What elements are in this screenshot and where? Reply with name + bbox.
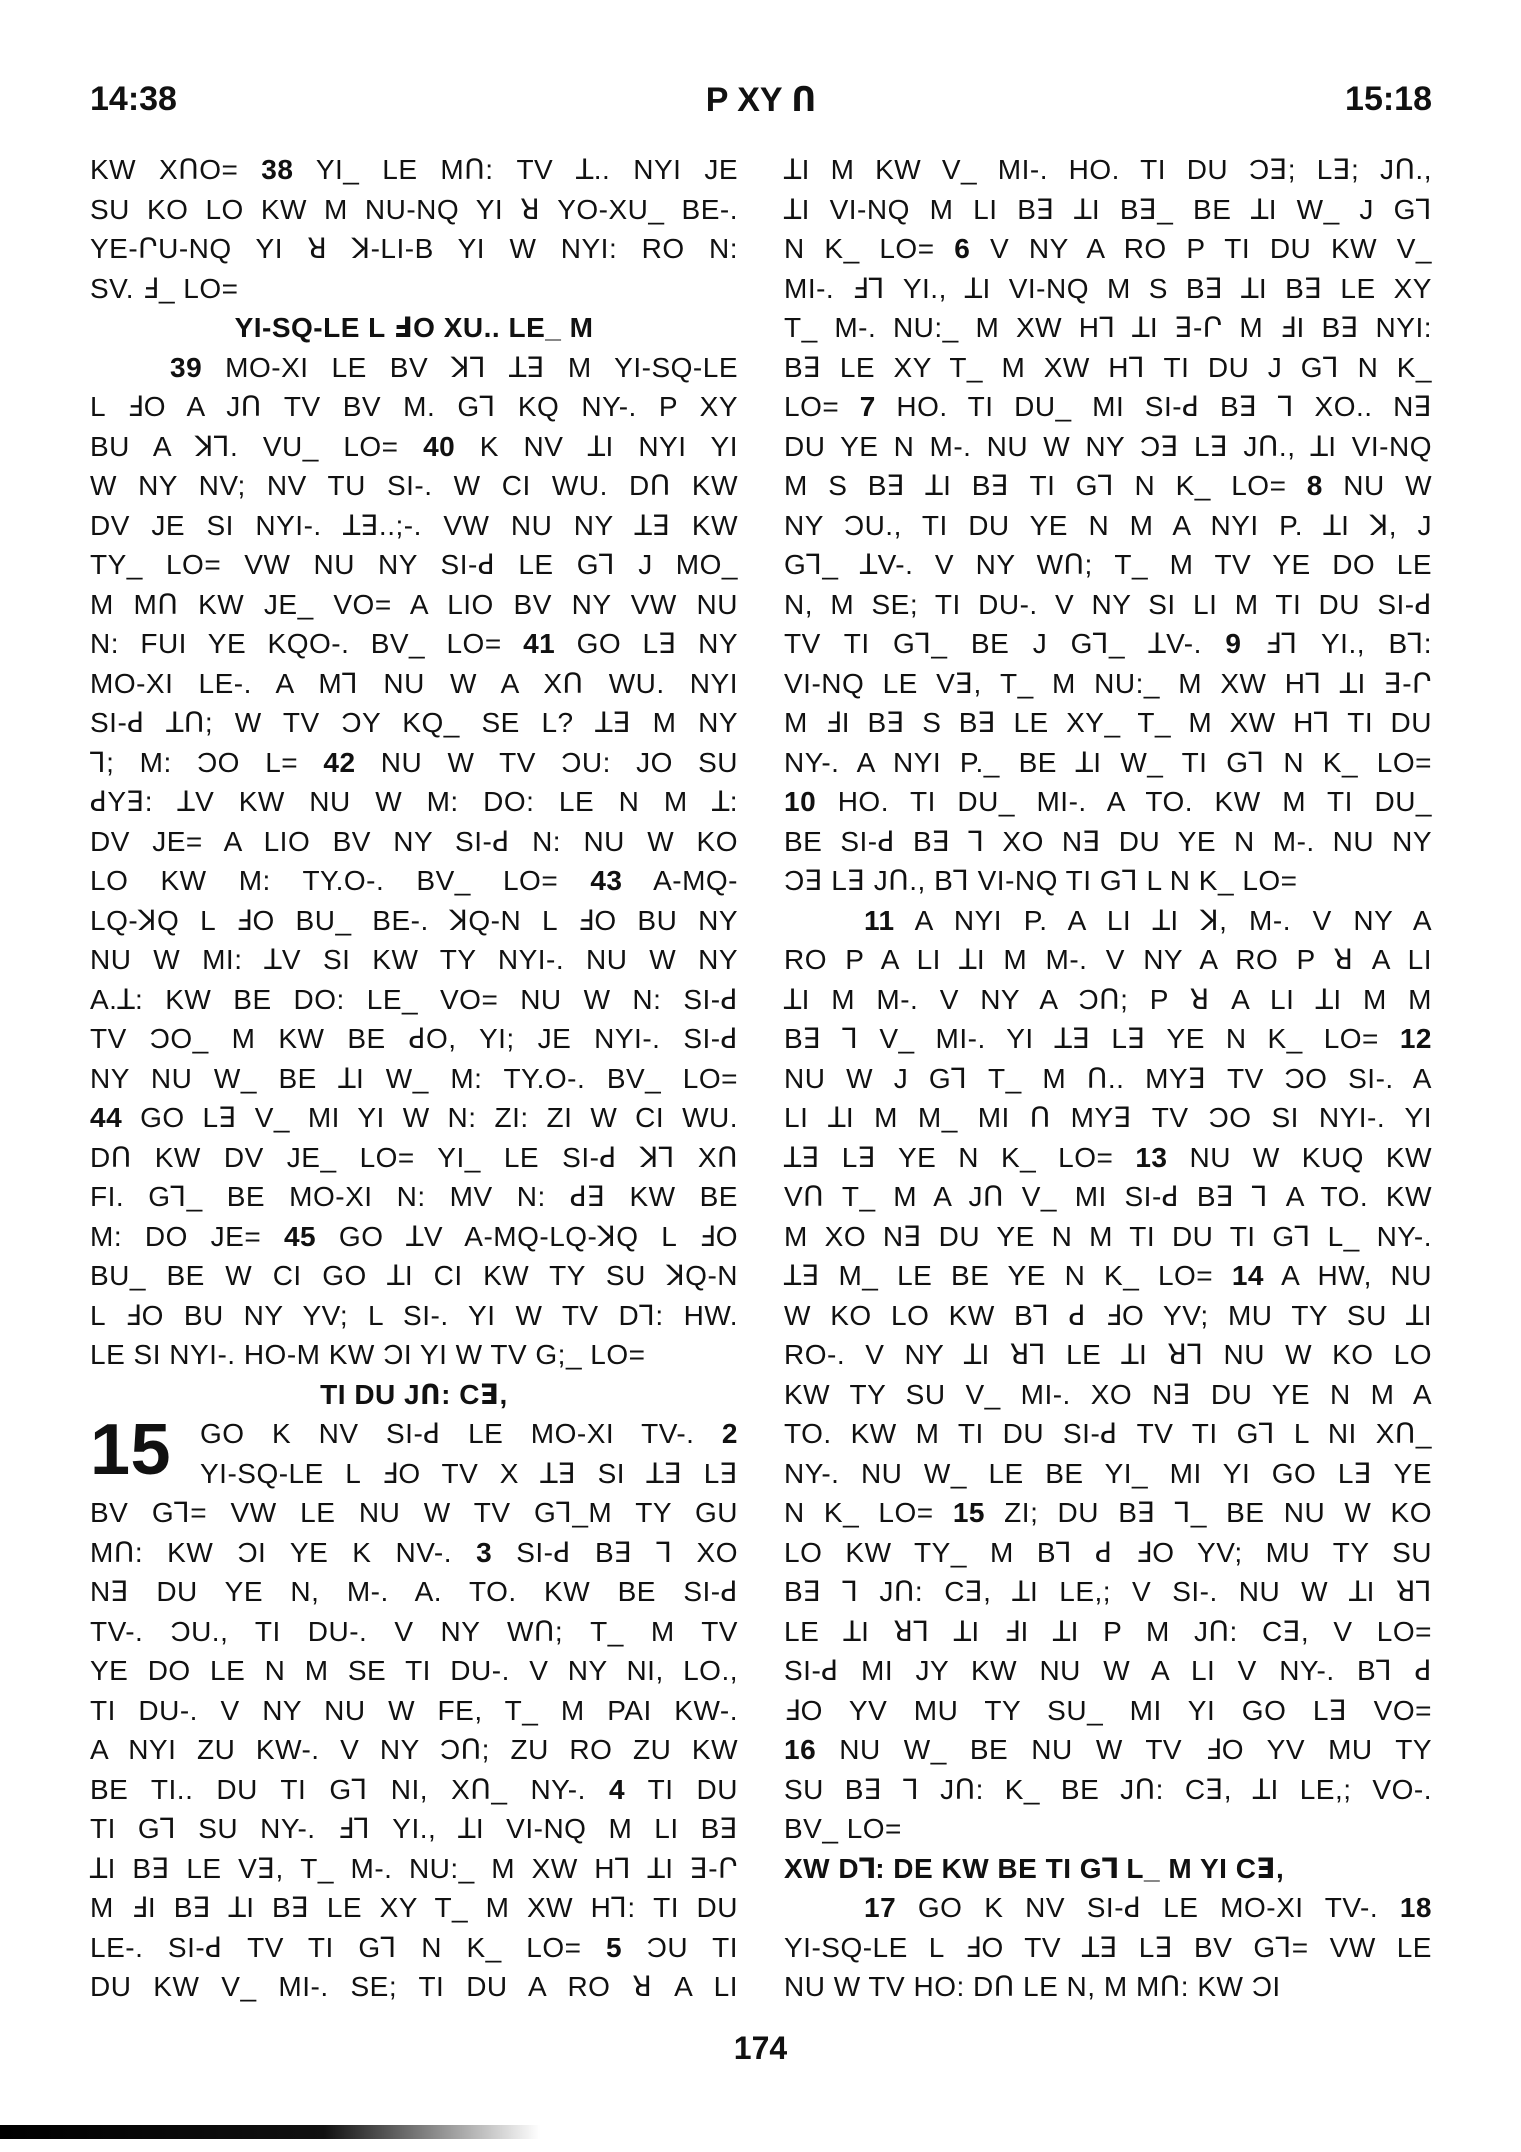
text-line: 11 A NYI P. A LI ꓕI ꓘ, M-. V NY A [864, 904, 1432, 936]
text-line: SV. ꓞ_ LO= [90, 272, 239, 304]
text-line: M XO Nꓱ DU YE N M TI DU TI Gꓶ L_ NY-. [784, 1220, 1432, 1252]
text-line: VՈ T_ M A JՈ V_ MI SI-ꓒ Bꓱ ꓶ A TO. KW [784, 1181, 1432, 1212]
text-line: LO KW TY_ M Bꓶ ꓒ ꓞO YV; MU TY SU [784, 1536, 1432, 1568]
text-line: BE TI.. DU TI Gꓶ NI, XՈ_ NY-. 4 TI DU [90, 1773, 738, 1805]
text-line: ꓒYꓱ: ꓕV KW NU W M: DO: LE N M ꓕ: [90, 786, 738, 817]
text-line: YE-ՐU-NQ YI ꓤ ꓘ-LI-B YI W NYI: RO N: [90, 233, 738, 264]
text-line: DU KW V_ MI-. SE; TI DU A RO ꓤ A LI [90, 1971, 738, 2002]
header-right-reference: 15:18 [1345, 80, 1432, 118]
text-line: NY ƆU., TI DU YE N M A NYI P. ꓕI ꓘ, J [784, 509, 1432, 541]
text-line: TV TI Gꓶ_ BE J Gꓶ_ ꓕV-. 9 ꓞꓶ YI., Bꓶ: [784, 628, 1432, 659]
text-line: A NYI ZU KW-. V NY ƆՈ; ZU RO ZU KW [90, 1734, 738, 1765]
header-book-title: P XY Ո [705, 81, 817, 119]
text-line: TI DU-. V NY NU W FE, T_ M PAI KW-. [90, 1694, 738, 1726]
text-line: YE DO LE N M SE TI DU-. V NY NI, LO., [90, 1655, 738, 1686]
text-line: LQ-ꓘQ L ꓞO BU_ BE-. ꓘQ-N L ꓞO BU NY [90, 904, 738, 936]
text-line: 10 HO. TI DU_ MI-. A TO. KW M TI DU_ [784, 786, 1432, 817]
text-line: LE SI NYI-. HO-M KW ƆI YI W TV G;_ LO= [90, 1339, 646, 1370]
text-line: Bꓱ ꓶ JՈ: Cꓱ, ꓕI LE,; V SI-. NU W ꓕI ꓤꓶ [784, 1576, 1432, 1607]
text-line: ꓕI Bꓱ LE Vꓱ, T_ M-. NU:_ M XW Hꓶ ꓕI ꓱ-Ր [90, 1852, 738, 1884]
text-line: MՈ: KW ƆI YE K NV-. 3 SI-ꓒ Bꓱ ꓶ XO [90, 1536, 739, 1568]
text-line: LO= 7 HO. TI DU_ MI SI-ꓒ Bꓱ ꓶ XO.. Nꓱ [784, 391, 1433, 422]
text-line: L ꓞO A JՈ TV BV M. Gꓶ KQ NY-. P XY [90, 391, 738, 422]
running-header [90, 80, 1432, 130]
text-line: L ꓞO BU NY YV; L SI-. YI W TV Dꓶ: HW. [90, 1299, 738, 1331]
text-line: ꓶ; M: ƆO L= 42 NU W TV ƆU: JO SU [90, 746, 739, 778]
text-line: KW TY SU V_ MI-. XO Nꓱ DU YE N M A [784, 1378, 1432, 1410]
text-line: YI-SQ-LE L ꓞO TV X ꓕꓱ SI ꓕꓱ Lꓱ [200, 1457, 738, 1489]
text-line: TV-. ƆU., TI DU-. V NY WՈ; T_ M TV [90, 1615, 738, 1647]
section-heading: TI DU JՈ: Cꓱ, [320, 1378, 508, 1410]
text-line: Nꓱ DU YE N, M-. A. TO. KW BE SI-ꓒ [90, 1576, 738, 1607]
text-line: ꓕꓱ M_ LE BE YE N K_ LO= 14 A HW, NU [784, 1260, 1433, 1291]
right-text-column [784, 150, 1432, 2007]
section-heading: XW Dꓶ: DE KW BE TI Gꓶ L_ M YI Cꓱ, [784, 1852, 1285, 1884]
text-line: RO P A LI ꓕI M M-. V NY A RO P ꓤ A LI [784, 944, 1432, 975]
text-line: ꓕꓱ Lꓱ YE N K_ LO= 13 NU W KUQ KW [784, 1141, 1433, 1173]
text-line: ꓕI VI-NQ M LI Bꓱ ꓕI Bꓱ_ BE ꓕI W_ J Gꓶ [784, 193, 1432, 225]
text-line: Gꓶ_ ꓕV-. V NY WՈ; T_ M TV YE DO LE [784, 549, 1432, 580]
text-line: W NY NV; NV TU SI-. W CI WU. DՈ KW [90, 470, 738, 501]
text-line: T_ M-. NU:_ M XW Hꓶ ꓕI ꓱ-Ր M ꓞI Bꓱ NYI: [784, 312, 1432, 343]
text-line: BU A ꓘꓶ. VU_ LO= 40 K NV ꓕI NYI YI [90, 430, 738, 462]
text-line: 16 NU W_ BE NU W TV ꓞO YV MU TY [784, 1734, 1432, 1765]
text-line: 17 GO K NV SI-ꓒ LE MO-XI TV-. 18 [864, 1892, 1432, 1923]
text-line: DV JE= A LIO BV NY SI-ꓒ N: NU W KO [90, 825, 738, 857]
text-line: M: DO JE= 45 GO ꓕV A-MQ-LQ-ꓘQ L ꓞO [90, 1220, 739, 1252]
text-line: LE ꓕI ꓤꓶ ꓕI ꓞI ꓕI P M JՈ: Cꓱ, V LO= [784, 1615, 1432, 1647]
text-line: LI ꓕI M M_ MI Ո MYꓱ TV ƆO SI NYI-. YI [784, 1102, 1432, 1133]
text-line: MO-XI LE-. A Mꓶ NU W A XՈ WU. NYI [90, 667, 738, 699]
text-line: N K_ LO= 15 ZI; DU Bꓱ ꓶ_ BE NU W KO [784, 1497, 1432, 1528]
text-line: BE SI-ꓒ Bꓱ ꓶ XO Nꓱ DU YE N M-. NU NY [784, 825, 1432, 857]
text-line: ꓕI M M-. V NY A ƆՈ; P ꓤ A LI ꓕI M M [784, 983, 1432, 1015]
text-line: M S Bꓱ ꓕI Bꓱ TI Gꓶ N K_ LO= 8 NU W [784, 470, 1432, 501]
text-line: NU W MI: ꓕV SI KW TY NYI-. NU W NY [90, 944, 738, 975]
text-line: LO KW M: TY.O-. BV_ LO= 43 A-MQ- [90, 865, 739, 896]
text-line: W KO LO KW Bꓶ ꓒ ꓞO YV; MU TY SU ꓕI [784, 1299, 1432, 1331]
text-line: N: FUI YE KQO-. BV_ LO= 41 GO Lꓱ NY [90, 628, 739, 659]
text-line: N K_ LO= 6 V NY A RO P TI DU KW V_ [784, 233, 1432, 264]
text-line: Bꓱ LE XY T_ M XW Hꓶ TI DU J Gꓶ N K_ [784, 351, 1432, 383]
text-line: Bꓱ ꓶ V_ MI-. YI ꓕꓱ Lꓱ YE N K_ LO= 12 [784, 1023, 1432, 1054]
text-line: M MՈ KW JE_ VO= A LIO BV NY VW NU [90, 588, 738, 620]
text-line: LE-. SI-ꓒ TV TI Gꓶ N K_ LO= 5 ƆU TI [90, 1931, 738, 1963]
text-line: VI-NQ LE Vꓱ, T_ M NU:_ M XW Hꓶ ꓕI ꓱ-Ր [784, 667, 1432, 699]
text-line: DV JE SI NYI-. ꓕꓱ..;-. VW NU NY ꓕꓱ KW [90, 509, 738, 541]
text-line: SI-ꓒ MI JY KW NU W A LI V NY-. Bꓶ ꓒ [784, 1655, 1432, 1686]
text-line: 39 MO-XI LE BV ꓘꓶ ꓕꓱ M YI-SQ-LE [170, 351, 738, 383]
text-line: ꓕI M KW V_ MI-. HO. TI DU Ɔꓱ; Lꓱ; JՈ., [784, 154, 1432, 185]
scan-edge-shadow [0, 2125, 540, 2139]
text-line: TY_ LO= VW NU NY SI-ꓒ LE Gꓶ J MO_ [90, 549, 738, 580]
text-line: BV_ LO= [784, 1813, 902, 1844]
text-line: DU YE N M-. NU W NY Ɔꓱ Lꓱ JՈ., ꓕI VI-NQ [784, 430, 1432, 462]
text-line: NY NU W_ BE ꓕI W_ M: TY.O-. BV_ LO= [90, 1062, 738, 1094]
text-line: NU W TV HO: DՈ LE N, M MՈ: KW ƆI [784, 1971, 1281, 2002]
text-line: FI. Gꓶ_ BE MO-XI N: MV N: ꓒꓱ KW BE [90, 1181, 738, 1212]
left-text-column [90, 150, 738, 2007]
text-line: KW XՈO= 38 YI_ LE MՈ: TV ꓕ.. NYI JE [90, 154, 738, 185]
text-line: SU KO LO KW M NU-NQ YI ꓤ YO-XU_ BE-. [90, 193, 738, 225]
page-number: 174 [733, 2030, 788, 2066]
text-line: YI-SQ-LE L ꓞO TV ꓕꓱ Lꓱ BV Gꓶ= VW LE [784, 1931, 1432, 1963]
text-line: TI Gꓶ SU NY-. ꓞꓶ YI., ꓕI VI-NQ M LI Bꓱ [90, 1813, 738, 1844]
text-line: SI-ꓒ ꓕՈ; W TV ƆY KQ_ SE L? ꓕꓱ M NY [90, 707, 738, 738]
text-line: N, M SE; TI DU-. V NY SI LI M TI DU SI-ꓒ [784, 588, 1432, 620]
text-line: NY-. A NYI P._ BE ꓕI W_ TI Gꓶ N K_ LO= [784, 746, 1432, 778]
text-line: DՈ KW DV JE_ LO= YI_ LE SI-ꓒ ꓘꓶ XՈ [90, 1141, 738, 1173]
text-line: TV ƆO_ M KW BE ꓒO, YI; JE NYI-. SI-ꓒ [90, 1023, 738, 1054]
text-line: GO K NV SI-ꓒ LE MO-XI TV-. 2 [200, 1418, 738, 1449]
text-line: NU W J Gꓶ T_ M Ո.. MYꓱ TV ƆO SI-. A [784, 1062, 1432, 1094]
section-heading: YI-SQ-LE L ꓞO XU.. LE_ M [234, 312, 594, 343]
text-line: M ꓞI Bꓱ ꓕI Bꓱ LE XY T_ M XW Hꓶ: TI DU [90, 1892, 738, 1923]
text-line: BV Gꓶ= VW LE NU W TV Gꓶ_M TY GU [90, 1497, 738, 1528]
header-left-reference: 14:38 [90, 80, 177, 118]
text-line: SU Bꓱ ꓶ JՈ: K_ BE JՈ: Cꓱ, ꓕI LE,; VO-. [784, 1773, 1432, 1805]
text-line: M ꓞI Bꓱ S Bꓱ LE XY_ T_ M XW Hꓶ TI DU [784, 707, 1432, 738]
text-line: RO-. V NY ꓕI ꓤꓶ LE ꓕI ꓤꓶ NU W KO LO [784, 1339, 1432, 1370]
text-line: 44 GO Lꓱ V_ MI YI W N: ZI: ZI W CI WU. [90, 1102, 738, 1133]
text-line: BU_ BE W CI GO ꓕI CI KW TY SU ꓘQ-N [90, 1260, 738, 1291]
text-line: ꓞO YV MU TY SU_ MI YI GO Lꓱ VO= [784, 1694, 1432, 1726]
text-line: NY-. NU W_ LE BE YI_ MI YI GO Lꓱ YE [784, 1457, 1432, 1489]
text-line: Ɔꓱ Lꓱ JՈ., Bꓶ VI-NQ TI Gꓶ L N K_ LO= [784, 865, 1298, 896]
chapter-number: 15 [90, 1410, 172, 1490]
text-line: MI-. ꓞꓶ YI., ꓕI VI-NQ M S Bꓱ ꓕI Bꓱ LE XY [784, 272, 1432, 304]
text-line: TO. KW M TI DU SI-ꓒ TV TI Gꓶ L NI XՈ_ [784, 1418, 1432, 1449]
text-line: A.ꓕ: KW BE DO: LE_ VO= NU W N: SI-ꓒ [90, 983, 738, 1015]
